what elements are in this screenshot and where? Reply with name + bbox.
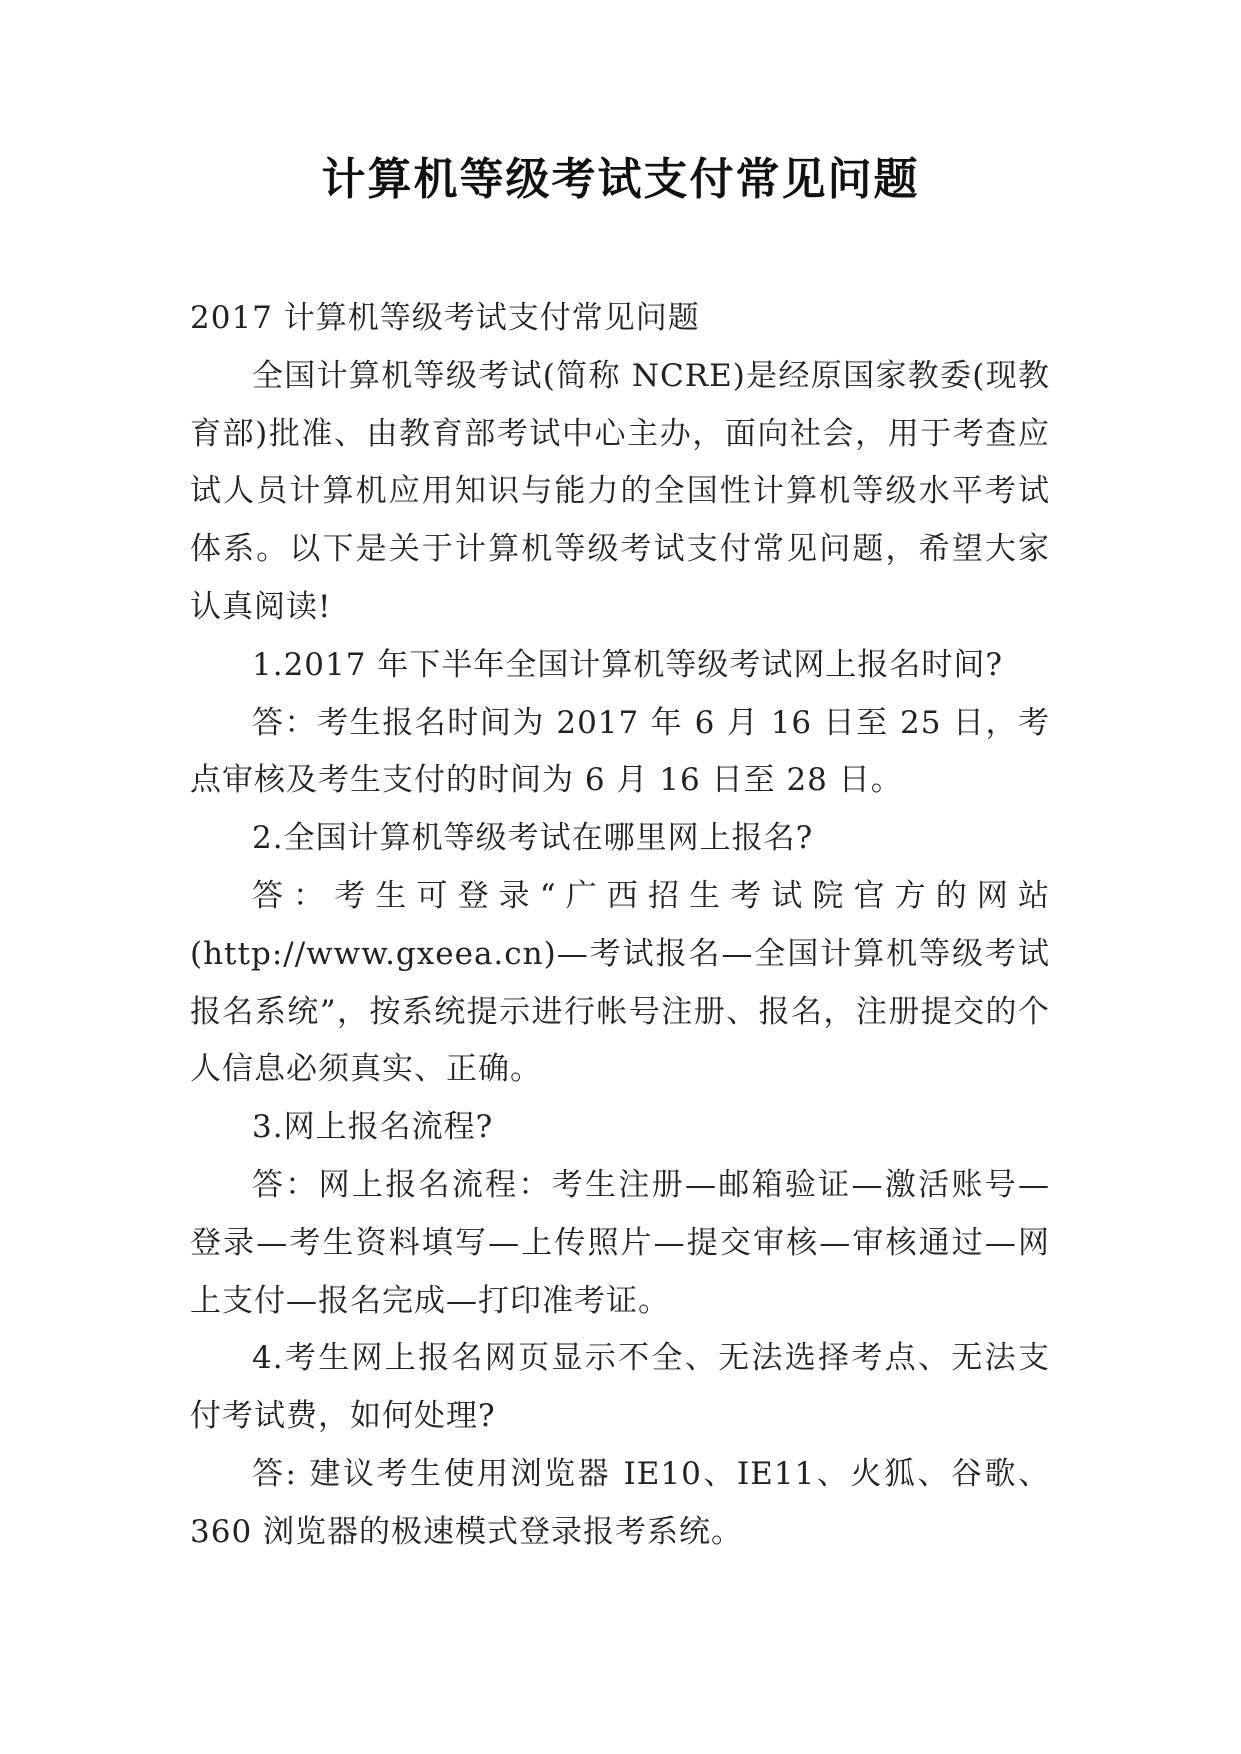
answer-3: 答：网上报名流程：考生注册—邮箱验证—激活账号—登录—考生资料填写—上传照片—提交审核—审核通过—网上支付—报名完成—打印准考证。 xyxy=(190,1166,1050,1319)
document-body xyxy=(190,290,1050,1562)
question-2: 2.全国计算机等级考试在哪里网上报名? xyxy=(252,820,814,857)
document-subtitle: 2017 计算机等级考试支付常见问题 xyxy=(190,300,700,336)
document-title: 计算机等级考试支付常见问题 xyxy=(321,154,920,205)
question-4: 4.考生网上报名网页显示不全、无法选择考点、无法支付考试费，如何处理? xyxy=(190,1340,1050,1435)
answer-1: 答：考生报名时间为 2017 年 6 月 16 日至 25 日，考点审核及考生支付的时间为 6 月 16 日至 28 日。 xyxy=(190,704,1050,799)
intro-paragraph: 全国计算机等级考试(简称 NCRE)是经原国家教委(现教育部)批准、由教育部考试中心主办，面向社会，用于考查应试人员计算机应用知识与能力的全国性计算机等级水平考试体系。以下是关于计算机等级考试支付常见问题，希望大家认真阅读! xyxy=(190,357,1050,625)
answer-2: 答：考生可登录“广西招生考试院官方的网站(http://www.gxeea.cn)—考试报名—全国计算机等级考试报名系统”，按系统提示进行帐号注册、报名，注册提交的个人信息必须真实、正确。 xyxy=(190,877,1050,1088)
question-3: 3.网上报名流程? xyxy=(252,1109,494,1146)
question-1: 1.2017 年下半年全国计算机等级考试网上报名时间? xyxy=(252,646,1003,683)
answer-4: 答: 建议考生使用浏览器 IE10、IE11、火狐、谷歌、360 浏览器的极速模式登录报考系统。 xyxy=(190,1455,1050,1550)
